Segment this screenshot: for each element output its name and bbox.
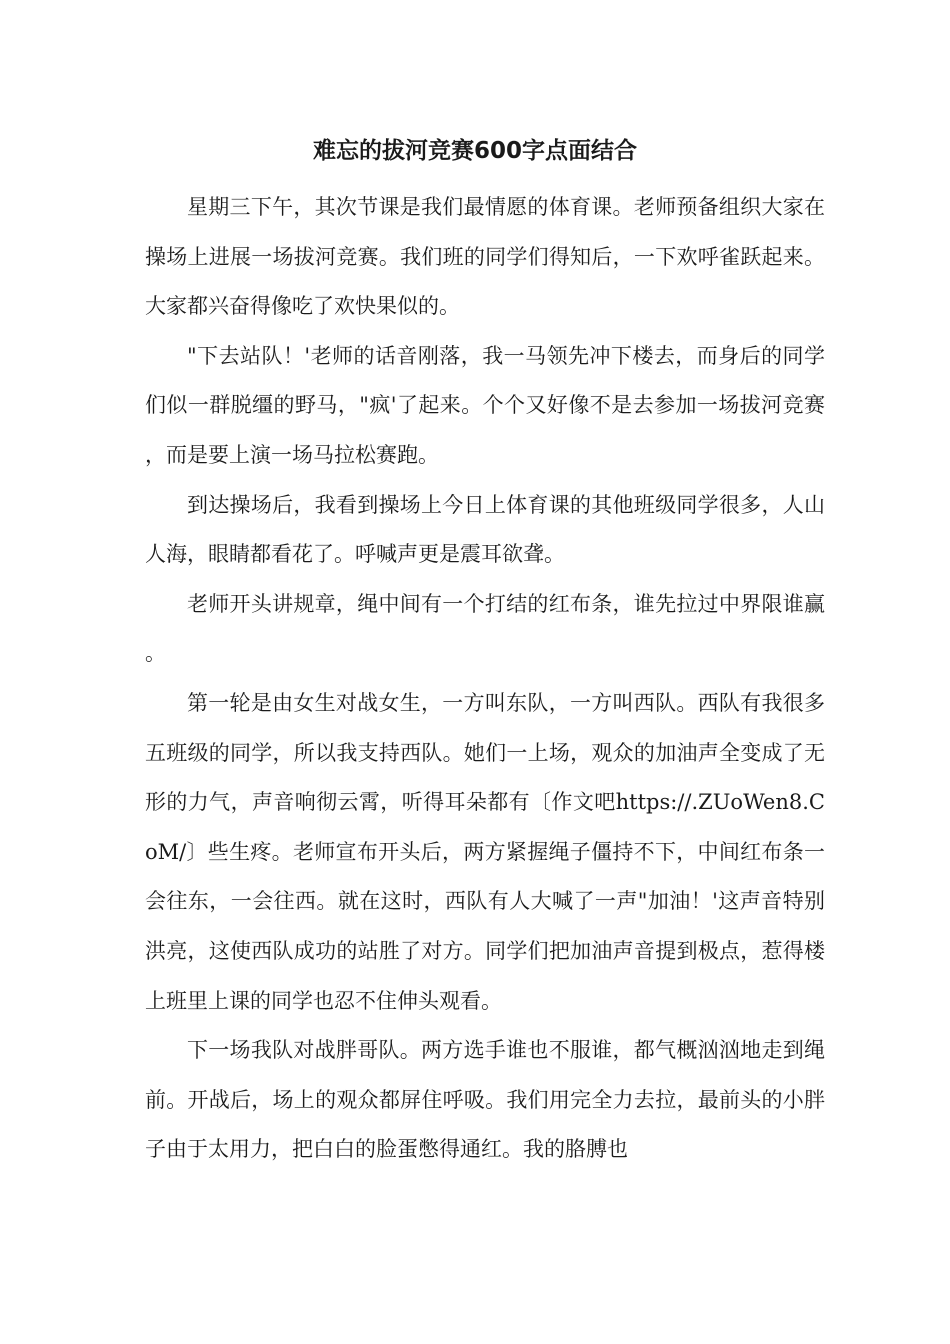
paragraph: "下去站队！'老师的话音刚落，我一马领先冲下楼去，而身后的同学们似一群脱缰的野马，"疯'了起来。个个又好像不是去参加一场拔河竞赛，而是要上演一场马拉松赛跑。 [145,343,825,467]
document-title: 难忘的拔河竞赛600字点面结合 [312,138,637,164]
paragraph: 老师开头讲规章，绳中间有一个打结的红布条，谁先拉过中界限谁赢。 [145,591,825,666]
paragraph: 第一轮是由女生对战女生，一方叫东队，一方叫西队。西队有我很多五班级的同学，所以我支持西队。她们一上场，观众的加油声全变成了无形的力气，声音响彻云霄，听得耳朵都有〔作文吧https://.ZUoWen8.CoM/〕些生疼。老师宣布开头后，两方紧握绳子僵持不下，中间红布条一会往东，一会往西。就在这时，西队有人大喊了一声"加油！'这声音特别洪亮，这使西队成功的站胜了对方。同学们把加油声音提到极点，惹得楼上班里上课的同学也忍不住伸头观看。 [145,690,825,1013]
paragraph: 星期三下午，其次节课是我们最情愿的体育课。老师预备组织大家在操场上进展一场拔河竞赛。我们班的同学们得知后，一下欢呼雀跃起来。大家都兴奋得像吃了欢快果似的。 [145,195,825,319]
paragraph: 下一场我队对战胖哥队。两方选手谁也不服谁，都气概汹汹地走到绳前。开战后，场上的观众都屏住呼吸。我们用完全力去拉，最前头的小胖子由于太用力，把白白的脸蛋憋得通红。我的胳膊也 [145,1038,825,1162]
document-body [145,183,825,1175]
paragraph: 到达操场后，我看到操场上今日上体育课的其他班级同学很多，人山人海，眼睛都看花了。呼喊声更是震耳欲聋。 [145,492,825,567]
